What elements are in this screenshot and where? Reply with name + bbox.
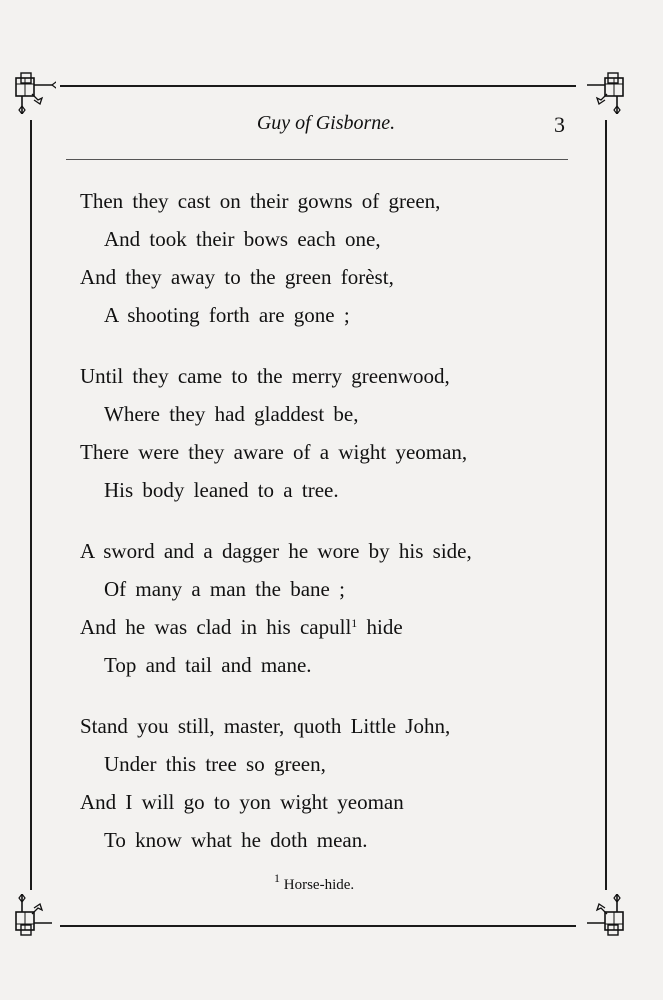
border-right-rule	[605, 120, 607, 890]
stanza	[80, 532, 580, 684]
poem-body	[80, 182, 580, 882]
corner-ornament-icon	[10, 68, 56, 114]
verse-line: Until they came to the merry greenwood,	[80, 364, 450, 388]
border-bottom-rule	[60, 925, 576, 927]
verse-line: Stand you still, master, quoth Little John,	[80, 714, 451, 738]
stanza	[80, 182, 580, 334]
page-number: 3	[554, 112, 565, 137]
stanza	[80, 707, 580, 859]
verse-line: To know what he doth mean.	[104, 828, 368, 852]
verse-line	[80, 608, 580, 646]
verse-line: And I will go to yon wight yeoman	[80, 790, 404, 814]
verse-line: Of many a man the bane ;	[104, 577, 345, 601]
border-left-rule	[30, 120, 32, 890]
footnote-text: Horse-hide.	[280, 877, 355, 893]
verse-line: Then they cast on their gowns of green,	[80, 189, 441, 213]
corner-ornament-icon	[583, 68, 629, 114]
verse-line: There were they aware of a wight yeoman,	[80, 440, 468, 464]
verse-line: His body leaned to a tree.	[104, 478, 339, 502]
verse-text: And he was clad in his capull	[80, 615, 352, 639]
stanza	[80, 357, 580, 509]
verse-line: A shooting forth are gone ;	[104, 303, 350, 327]
footnote	[274, 871, 355, 894]
verse-line: Where they had gladdest be,	[104, 402, 359, 426]
verse-line: And they away to the green forèst,	[80, 265, 394, 289]
verse-line: Under this tree so green,	[104, 752, 326, 776]
corner-ornament-icon	[10, 894, 56, 940]
corner-ornament-icon	[583, 894, 629, 940]
footnote-reference: 1	[351, 616, 358, 630]
running-title: Guy of Gisborne.	[256, 112, 396, 134]
verse-line: A sword and a dagger he wore by his side,	[80, 539, 472, 563]
header-rule	[66, 159, 568, 160]
footnote-marker: 1	[274, 871, 280, 885]
verse-text-tail: hide	[357, 615, 403, 639]
running-head	[70, 112, 570, 142]
border-top-rule	[60, 85, 576, 87]
verse-line: Top and tail and mane.	[104, 653, 312, 677]
verse-line: And took their bows each one,	[104, 227, 381, 251]
